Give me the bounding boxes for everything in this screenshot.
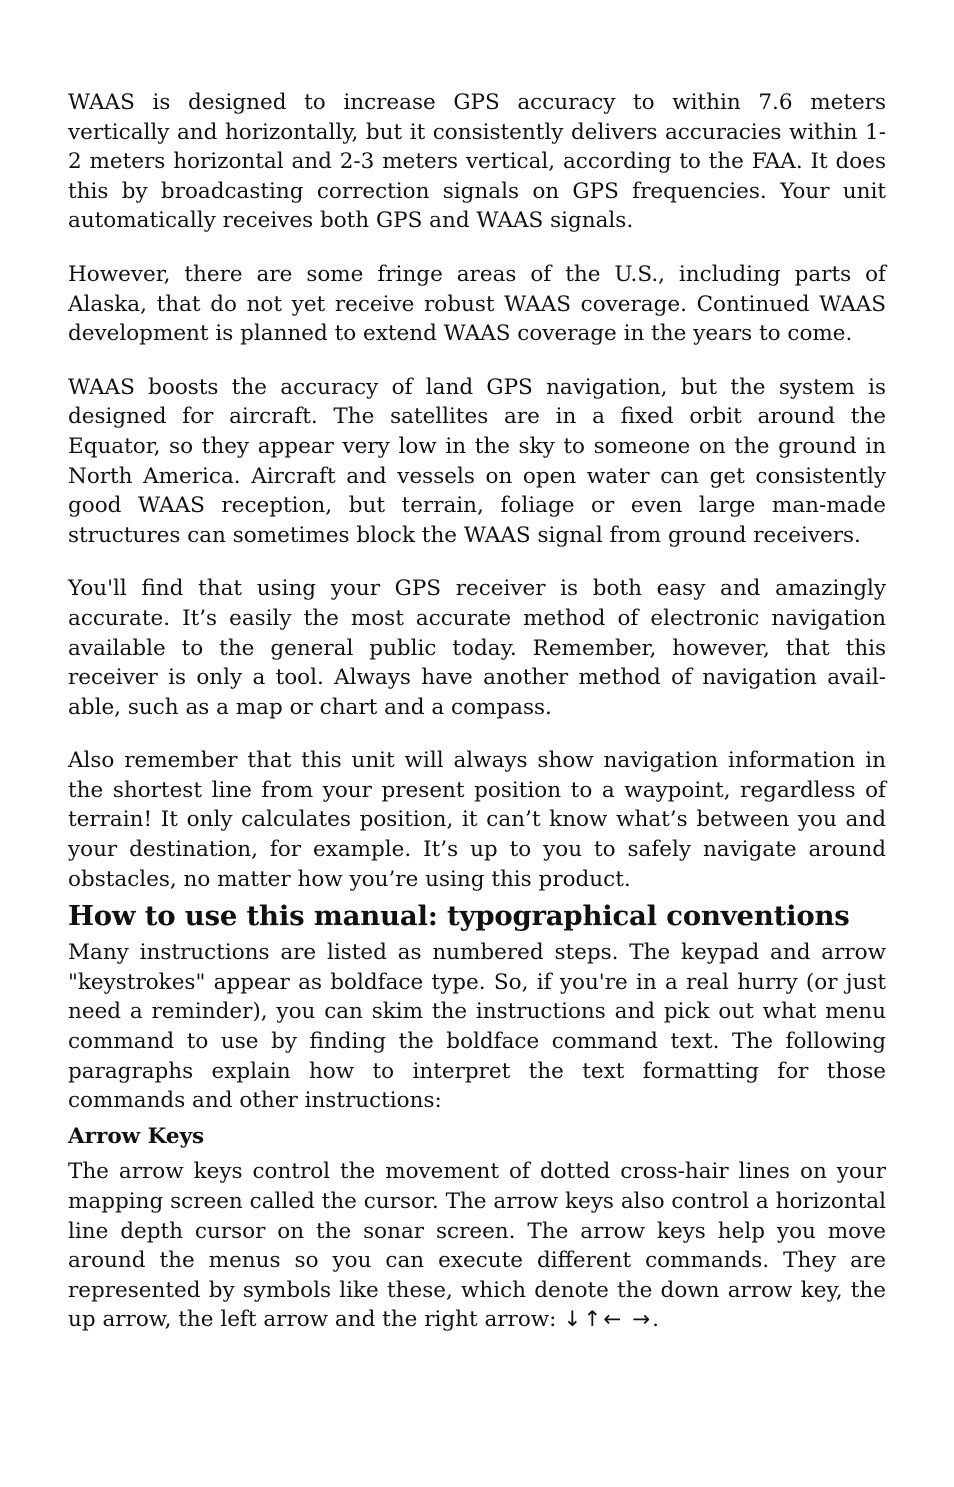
arrow-keys-end-punct: .: [652, 1307, 660, 1333]
paragraph-waas-aircraft: WAAS boosts the accuracy of land GPS navigation, but the system is designed for aircraft. The satellites are in a fixed orbit around the Equator, so they appear very low in the sky to someone on the ground in North America. Aircraft and vessels on open water can get consistently good WAAS reception, but terrain, foliage or even large man-made structures can sometimes block the WAAS signal from ground receivers.: [68, 374, 886, 548]
paragraph-shortest-line: Also remember that this unit will always show navigation information in the shortest line from your present position to a waypoint, regardless of terrain! It only calculates position, it can’t know what’s between you and your destination, for example. It’s up to you to safely navigate around obstacles, no matter how you’re using this product.: [68, 748, 886, 892]
section-heading: How to use this manual: typographical conventions: [68, 900, 850, 933]
arrow-keys-text: The arrow keys control the movement of dotted cross-hair lines on your mapping screen called the cursor. The arrow keys also control a horizontal line depth cursor on the sonar screen. The arrow keys help you move around the menus so you can execute different commands. They are represented by symbols like these, which denote the down arrow key, the up arrow, the left arrow and the right arrow:: [68, 1159, 886, 1333]
arrow-symbols: ↓↑← →: [563, 1307, 653, 1333]
paragraph-waas-accuracy: WAAS is designed to increase GPS accuracy to within 7.6 meters vertically and horizontally, but it consistently delivers accuracies within 1-2 meters horizontal and 2-3 meters vertical, according to the FAA. It does this by broadcasting correction signals on GPS frequencies. Your unit automatically receives both GPS and WAAS signals.: [68, 90, 886, 234]
paragraph-arrow-keys: [68, 1157, 886, 1335]
manual-page: [68, 88, 886, 1359]
paragraph-gps-accuracy: You'll find that using your GPS receiver is both easy and amazingly accurate. It’s easily the most accurate method of electronic navigation available to the general public today. Remember, however, that this receiver is only a tool. Always have another method of navigation available, such as a map or chart and a compass.: [68, 576, 886, 720]
paragraph-fringe-areas: However, there are some fringe areas of the U.S., including parts of Alaska, that do not yet receive robust WAAS coverage. Continued WAAS development is planned to extend WAAS coverage in the years to come.: [68, 261, 886, 347]
paragraph-instructions-intro: Many instructions are listed as numbered steps. The keypad and arrow "keystrokes" appear as boldface type. So, if you're in a real hurry (or just need a reminder), you can skim the instructions and pick out what menu command to use by finding the boldface command text. The following paragraphs explain how to interpret the text formatting for those commands and other instructions:: [68, 940, 886, 1114]
subheading-arrow-keys: Arrow Keys: [68, 1123, 205, 1149]
